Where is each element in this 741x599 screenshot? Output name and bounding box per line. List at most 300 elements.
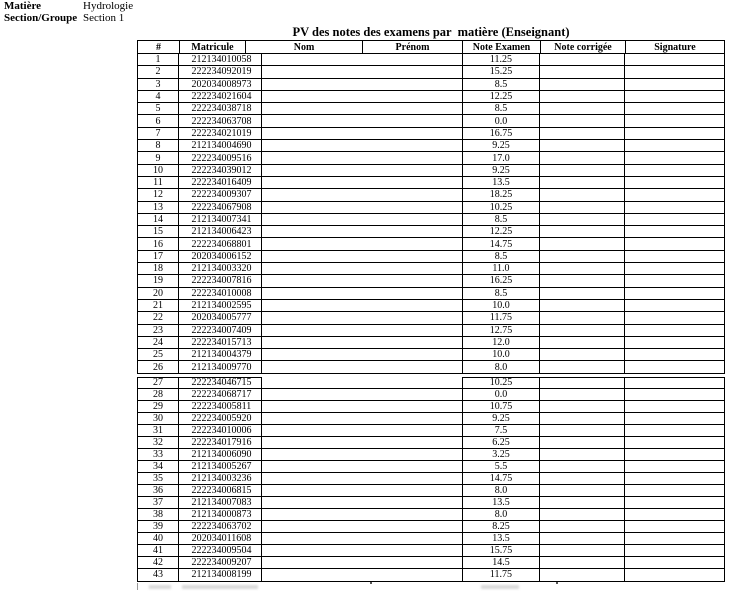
note-examen-cell: 8.0 <box>462 509 540 521</box>
nom-prenom-blank-cell <box>262 377 462 389</box>
note-examen-cell: 6.25 <box>462 437 540 449</box>
signature-cell <box>625 521 725 533</box>
signature-cell <box>625 533 725 545</box>
note-corrigee-cell <box>540 473 625 485</box>
nom-prenom-blank-cell <box>262 103 462 115</box>
nom-prenom-blank-cell <box>262 152 462 164</box>
row-number-cell: 5 <box>137 103 179 115</box>
signature-cell <box>625 557 725 569</box>
signature-cell <box>625 569 725 581</box>
note-examen-cell: 12.0 <box>462 337 540 349</box>
matricule-cell: 202034005777 <box>179 312 262 324</box>
column-header-note-corrigee: Note corrigée <box>541 41 626 53</box>
nom-prenom-blank-cell <box>262 202 462 214</box>
note-corrigee-cell <box>540 485 625 497</box>
note-corrigee-cell <box>540 497 625 509</box>
note-examen-cell: 8.0 <box>462 485 540 497</box>
matricule-cell: 222234015713 <box>179 337 262 349</box>
nom-prenom-blank-cell <box>262 545 462 557</box>
section-label: Section/Groupe <box>4 11 78 24</box>
row-number-cell: 16 <box>137 238 179 250</box>
artifact-dot <box>370 582 372 584</box>
table-row <box>137 337 725 349</box>
note-corrigee-cell <box>540 103 625 115</box>
table-row <box>137 103 725 115</box>
table-row <box>137 263 725 275</box>
column-header-note-examen: Note Examen <box>463 41 541 53</box>
note-corrigee-cell <box>540 251 625 263</box>
note-examen-cell: 12.25 <box>462 226 540 238</box>
note-corrigee-cell <box>540 165 625 177</box>
row-number-cell: 9 <box>137 152 179 164</box>
row-number-cell: 13 <box>137 202 179 214</box>
note-corrigee-cell <box>540 533 625 545</box>
signature-cell <box>625 263 725 275</box>
table-row <box>137 533 725 545</box>
signature-cell <box>625 389 725 401</box>
nom-prenom-blank-cell <box>262 251 462 263</box>
document-meta <box>4 1 133 24</box>
nom-prenom-blank-cell <box>262 226 462 238</box>
note-corrigee-cell <box>540 275 625 287</box>
matricule-cell: 222234039012 <box>179 165 262 177</box>
note-corrigee-cell <box>540 177 625 189</box>
signature-cell <box>625 238 725 250</box>
column-header-nom: Nom <box>246 41 363 53</box>
signature-cell <box>625 497 725 509</box>
table-row <box>137 91 725 103</box>
row-number-cell: 43 <box>137 569 179 581</box>
row-number-cell: 26 <box>137 361 179 373</box>
matricule-cell: 212134000873 <box>179 509 262 521</box>
table-row <box>137 497 725 509</box>
row-number-cell: 10 <box>137 165 179 177</box>
row-number-cell: 7 <box>137 128 179 140</box>
table-row <box>137 140 725 152</box>
signature-cell <box>625 337 725 349</box>
nom-prenom-blank-cell <box>262 66 462 78</box>
nom-prenom-blank-cell <box>262 361 462 373</box>
artifact-dot <box>556 582 558 584</box>
signature-cell <box>625 152 725 164</box>
ghost-text-smear <box>182 585 258 589</box>
note-examen-cell: 8.5 <box>462 214 540 226</box>
matricule-cell: 202034006152 <box>179 251 262 263</box>
row-number-cell: 2 <box>137 66 179 78</box>
table-row <box>137 312 725 324</box>
table-row <box>137 521 725 533</box>
nom-prenom-blank-cell <box>262 140 462 152</box>
signature-cell <box>625 91 725 103</box>
ghost-text-smear <box>481 585 519 589</box>
table-row <box>137 202 725 214</box>
nom-prenom-blank-cell <box>262 91 462 103</box>
matricule-cell: 222234009207 <box>179 557 262 569</box>
row-number-cell: 12 <box>137 189 179 201</box>
row-number-cell: 38 <box>137 509 179 521</box>
row-number-cell: 21 <box>137 300 179 312</box>
nom-prenom-blank-cell <box>262 521 462 533</box>
table-row <box>137 251 725 263</box>
row-number-cell: 28 <box>137 389 179 401</box>
table-row <box>137 128 725 140</box>
matricule-cell: 212134008199 <box>179 569 262 581</box>
matricule-cell: 222234007816 <box>179 275 262 287</box>
note-examen-cell: 9.25 <box>462 140 540 152</box>
nom-prenom-blank-cell <box>262 533 462 545</box>
table-row <box>137 275 725 287</box>
note-corrigee-cell <box>540 238 625 250</box>
column-header-signature: Signature <box>654 41 696 53</box>
nom-prenom-blank-cell <box>262 401 462 413</box>
note-examen-cell: 11.75 <box>462 312 540 324</box>
nom-prenom-blank-cell <box>262 238 462 250</box>
note-examen-cell: 14.5 <box>462 557 540 569</box>
matricule-cell: 212134006423 <box>179 226 262 238</box>
row-number-cell: 15 <box>137 226 179 238</box>
nom-prenom-blank-cell <box>262 325 462 337</box>
note-corrigee-cell <box>540 66 625 78</box>
table-row <box>137 152 725 164</box>
note-corrigee-cell <box>540 509 625 521</box>
note-corrigee-cell <box>540 91 625 103</box>
table-row <box>137 461 725 473</box>
table-body-page2 <box>137 377 725 582</box>
nom-prenom-blank-cell <box>262 128 462 140</box>
matricule-cell: 222234046715 <box>179 377 262 389</box>
row-number-cell: 24 <box>137 337 179 349</box>
nom-prenom-blank-cell <box>262 337 462 349</box>
table-row <box>137 325 725 337</box>
row-number-cell: 18 <box>137 263 179 275</box>
matricule-cell: 222234021019 <box>179 128 262 140</box>
note-corrigee-cell <box>540 202 625 214</box>
table-row <box>137 165 725 177</box>
matricule-cell: 222234038718 <box>179 103 262 115</box>
note-corrigee-cell <box>540 152 625 164</box>
matricule-cell: 212134010058 <box>179 54 262 66</box>
nom-prenom-blank-cell <box>262 437 462 449</box>
table-row <box>137 189 725 201</box>
note-corrigee-cell <box>540 263 625 275</box>
note-examen-cell: 18.25 <box>462 189 540 201</box>
table-row <box>137 361 725 373</box>
note-examen-cell: 9.25 <box>462 165 540 177</box>
row-number-cell: 23 <box>137 325 179 337</box>
note-examen-cell: 7.5 <box>462 425 540 437</box>
signature-cell <box>625 361 725 373</box>
table-row <box>137 425 725 437</box>
row-number-cell: 25 <box>137 349 179 361</box>
nom-prenom-blank-cell <box>262 288 462 300</box>
note-examen-cell: 10.75 <box>462 401 540 413</box>
row-number-cell: 39 <box>137 521 179 533</box>
signature-cell <box>625 128 725 140</box>
note-corrigee-cell <box>540 461 625 473</box>
note-examen-cell: 12.75 <box>462 325 540 337</box>
table-row <box>137 66 725 78</box>
note-corrigee-cell <box>540 437 625 449</box>
row-number-cell: 20 <box>137 288 179 300</box>
row-number-cell: 40 <box>137 533 179 545</box>
matricule-cell: 212134002595 <box>179 300 262 312</box>
matricule-cell: 222234017916 <box>179 437 262 449</box>
note-corrigee-cell <box>540 79 625 91</box>
matricule-cell: 212134003320 <box>179 263 262 275</box>
nom-prenom-blank-cell <box>262 413 462 425</box>
matricule-cell: 202034008973 <box>179 79 262 91</box>
matricule-cell: 222234063708 <box>179 115 262 127</box>
row-number-cell: 8 <box>137 140 179 152</box>
row-number-cell: 14 <box>137 214 179 226</box>
matricule-cell: 222234068801 <box>179 238 262 250</box>
signature-cell <box>625 165 725 177</box>
nom-prenom-blank-cell <box>262 509 462 521</box>
signature-cell <box>625 401 725 413</box>
note-examen-cell: 10.0 <box>462 349 540 361</box>
table-row <box>137 54 725 66</box>
table-row <box>137 473 725 485</box>
table-row <box>137 238 725 250</box>
table-row <box>137 226 725 238</box>
table-row <box>137 401 725 413</box>
table-row <box>137 569 725 581</box>
matricule-cell: 222234010006 <box>179 425 262 437</box>
note-corrigee-cell <box>540 377 625 389</box>
nom-prenom-blank-cell <box>262 557 462 569</box>
section-value: Section 1 <box>83 11 125 24</box>
note-examen-cell: 8.5 <box>462 79 540 91</box>
matricule-cell: 222234067908 <box>179 202 262 214</box>
signature-cell <box>625 140 725 152</box>
note-corrigee-cell <box>540 115 625 127</box>
row-number-cell: 41 <box>137 545 179 557</box>
note-examen-cell: 8.0 <box>462 361 540 373</box>
note-corrigee-cell <box>540 337 625 349</box>
nom-prenom-blank-cell <box>262 300 462 312</box>
table-row <box>137 115 725 127</box>
note-examen-cell: 13.5 <box>462 533 540 545</box>
matricule-cell: 222234009307 <box>179 189 262 201</box>
row-number-cell: 35 <box>137 473 179 485</box>
row-number-cell: 31 <box>137 425 179 437</box>
note-corrigee-cell <box>540 288 625 300</box>
note-examen-cell: 10.25 <box>462 202 540 214</box>
note-corrigee-cell <box>540 128 625 140</box>
signature-cell <box>625 103 725 115</box>
table-row <box>137 449 725 461</box>
row-number-cell: 3 <box>137 79 179 91</box>
signature-cell <box>625 461 725 473</box>
row-number-cell: 1 <box>137 54 179 66</box>
note-examen-cell: 11.0 <box>462 263 540 275</box>
row-number-cell: 30 <box>137 413 179 425</box>
ghost-border <box>137 583 138 590</box>
note-examen-cell: 8.5 <box>462 251 540 263</box>
column-header-matricule: Matricule <box>180 41 246 53</box>
note-examen-cell: 13.5 <box>462 177 540 189</box>
table-row <box>137 557 725 569</box>
note-corrigee-cell <box>540 226 625 238</box>
row-number-cell: 22 <box>137 312 179 324</box>
nom-prenom-blank-cell <box>262 425 462 437</box>
note-corrigee-cell <box>540 349 625 361</box>
note-corrigee-cell <box>540 425 625 437</box>
note-examen-cell: 9.25 <box>462 413 540 425</box>
nom-prenom-blank-cell <box>262 497 462 509</box>
table-body-page1 <box>137 54 725 374</box>
signature-cell <box>625 485 725 497</box>
table-row <box>137 509 725 521</box>
row-number-cell: 17 <box>137 251 179 263</box>
matricule-cell: 212134003236 <box>179 473 262 485</box>
note-corrigee-cell <box>540 449 625 461</box>
signature-cell <box>625 473 725 485</box>
table-header-row <box>137 40 725 54</box>
note-examen-cell: 15.75 <box>462 545 540 557</box>
note-examen-cell: 14.75 <box>462 238 540 250</box>
row-number-cell: 29 <box>137 401 179 413</box>
nom-prenom-blank-cell <box>262 214 462 226</box>
matricule-cell: 222234092019 <box>179 66 262 78</box>
matricule-cell: 212134007341 <box>179 214 262 226</box>
table-row <box>137 177 725 189</box>
note-examen-cell: 0.0 <box>462 389 540 401</box>
row-number-cell: 11 <box>137 177 179 189</box>
signature-cell <box>625 275 725 287</box>
matricule-cell: 222234006815 <box>179 485 262 497</box>
matricule-cell: 212134005267 <box>179 461 262 473</box>
signature-cell <box>625 189 725 201</box>
signature-cell <box>625 79 725 91</box>
note-corrigee-cell <box>540 389 625 401</box>
nom-prenom-blank-cell <box>262 263 462 275</box>
signature-cell <box>625 214 725 226</box>
nom-prenom-blank-cell <box>262 165 462 177</box>
row-number-cell: 34 <box>137 461 179 473</box>
nom-prenom-blank-cell <box>262 349 462 361</box>
table-row <box>137 214 725 226</box>
table-row <box>137 413 725 425</box>
table-row <box>137 300 725 312</box>
note-examen-cell: 14.75 <box>462 473 540 485</box>
matricule-cell: 212134006090 <box>179 449 262 461</box>
matiere-value: Hydrologie <box>83 0 134 12</box>
signature-cell <box>625 66 725 78</box>
note-examen-cell: 8.5 <box>462 103 540 115</box>
matiere-label: Matière <box>4 0 42 12</box>
signature-cell <box>625 349 725 361</box>
table-row <box>137 485 725 497</box>
note-examen-cell: 8.5 <box>462 288 540 300</box>
matricule-cell: 222234068717 <box>179 389 262 401</box>
table-row <box>137 377 725 389</box>
row-number-cell: 27 <box>137 377 179 389</box>
row-number-cell: 4 <box>137 91 179 103</box>
nom-prenom-blank-cell <box>262 473 462 485</box>
note-examen-cell: 5.5 <box>462 461 540 473</box>
table-row <box>137 79 725 91</box>
page-title: PV des notes des examens par matière (Enseignant) <box>292 25 570 39</box>
signature-cell <box>625 300 725 312</box>
table-row <box>137 437 725 449</box>
row-number-cell: 32 <box>137 437 179 449</box>
row-number-cell: 33 <box>137 449 179 461</box>
matricule-cell: 222234005920 <box>179 413 262 425</box>
note-examen-cell: 16.75 <box>462 128 540 140</box>
row-number-cell: 19 <box>137 275 179 287</box>
note-corrigee-cell <box>540 189 625 201</box>
note-corrigee-cell <box>540 325 625 337</box>
signature-cell <box>625 325 725 337</box>
nom-prenom-blank-cell <box>262 54 462 66</box>
signature-cell <box>625 115 725 127</box>
table-row <box>137 288 725 300</box>
nom-prenom-blank-cell <box>262 312 462 324</box>
note-corrigee-cell <box>540 312 625 324</box>
table-row <box>137 545 725 557</box>
row-number-cell: 37 <box>137 497 179 509</box>
note-examen-cell: 12.25 <box>462 91 540 103</box>
matricule-cell: 202034011608 <box>179 533 262 545</box>
nom-prenom-blank-cell <box>262 569 462 581</box>
matricule-cell: 222234016409 <box>179 177 262 189</box>
note-corrigee-cell <box>540 401 625 413</box>
signature-cell <box>625 509 725 521</box>
note-corrigee-cell <box>540 361 625 373</box>
row-number-cell: 36 <box>137 485 179 497</box>
signature-cell <box>625 312 725 324</box>
row-number-cell: 42 <box>137 557 179 569</box>
note-examen-cell: 3.25 <box>462 449 540 461</box>
note-examen-cell: 17.0 <box>462 152 540 164</box>
nom-prenom-blank-cell <box>262 79 462 91</box>
nom-prenom-blank-cell <box>262 177 462 189</box>
nom-prenom-blank-cell <box>262 449 462 461</box>
next-page-ghost <box>0 582 741 594</box>
matricule-cell: 222234009504 <box>179 545 262 557</box>
signature-cell <box>625 177 725 189</box>
matricule-cell: 222234021604 <box>179 91 262 103</box>
row-number-cell: 6 <box>137 115 179 127</box>
nom-prenom-blank-cell <box>262 389 462 401</box>
note-examen-cell: 11.75 <box>462 569 540 581</box>
column-header-prenom: Prénom <box>363 41 463 53</box>
signature-cell <box>625 545 725 557</box>
note-corrigee-cell <box>540 569 625 581</box>
note-examen-cell: 0.0 <box>462 115 540 127</box>
nom-prenom-blank-cell <box>262 485 462 497</box>
ghost-text-smear <box>149 585 171 589</box>
signature-cell <box>625 251 725 263</box>
matricule-cell: 212134004379 <box>179 349 262 361</box>
table-row <box>137 389 725 401</box>
matricule-cell: 212134009770 <box>179 361 262 373</box>
note-corrigee-cell <box>540 54 625 66</box>
signature-cell <box>625 413 725 425</box>
note-corrigee-cell <box>540 140 625 152</box>
note-corrigee-cell <box>540 214 625 226</box>
signature-cell <box>625 226 725 238</box>
matricule-cell: 222234009516 <box>179 152 262 164</box>
signature-cell <box>625 437 725 449</box>
note-corrigee-cell <box>540 521 625 533</box>
note-corrigee-cell <box>540 545 625 557</box>
matricule-cell: 222234005811 <box>179 401 262 413</box>
note-examen-cell: 11.25 <box>462 54 540 66</box>
matricule-cell: 222234063702 <box>179 521 262 533</box>
note-examen-cell: 8.25 <box>462 521 540 533</box>
